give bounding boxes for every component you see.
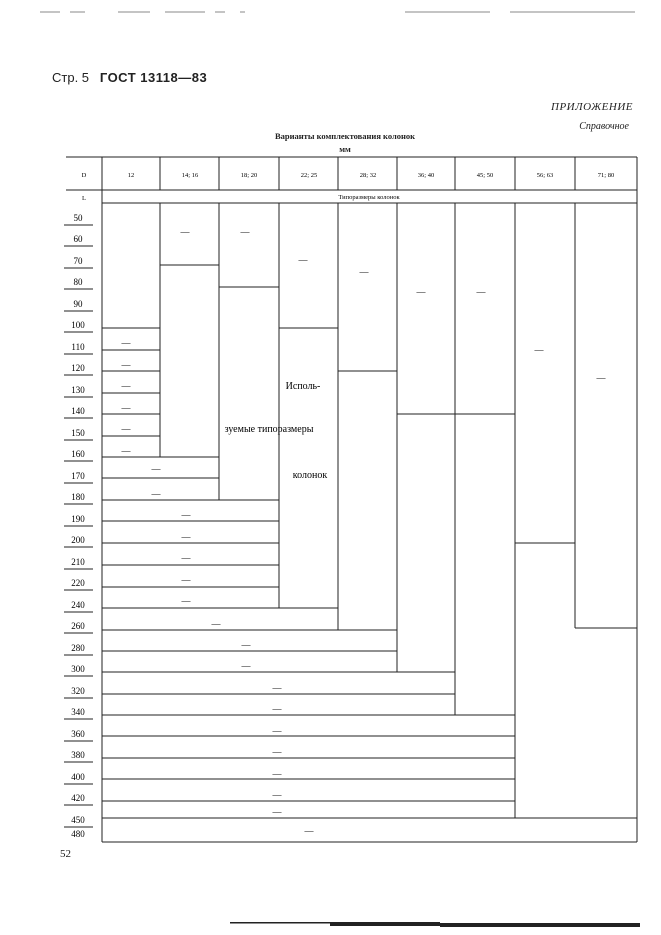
cell-dash: — <box>181 532 191 542</box>
page-label: Стр. 5 <box>52 70 90 85</box>
cell-dash: — <box>272 683 282 693</box>
row-label: 60 <box>73 234 83 244</box>
col-header-12: 12 <box>127 172 135 179</box>
cell-dash: — <box>272 807 282 817</box>
row-label: 170 <box>71 471 85 481</box>
cell-dash: — <box>298 255 308 265</box>
cell-dash: — <box>151 464 161 474</box>
row-label: 450 <box>71 815 85 825</box>
cell-dash: — <box>121 446 131 456</box>
d-header: D <box>81 172 87 179</box>
cell-dash: — <box>596 373 606 383</box>
page-number: 52 <box>60 848 71 860</box>
cell-dash: — <box>121 424 131 434</box>
row-label: 150 <box>71 428 85 438</box>
col-header-28-32: 28; 32 <box>359 172 377 179</box>
row-label: 320 <box>71 686 85 696</box>
row-label: 180 <box>71 492 85 502</box>
col-header-45-50: 45; 50 <box>476 172 494 179</box>
cell-dash: — <box>416 287 426 297</box>
cell-dash: — <box>359 267 369 277</box>
cell-dash: — <box>272 790 282 800</box>
cell-dash: — <box>476 287 486 297</box>
table-title-line1: Варианты комплектования колонок <box>274 131 416 141</box>
row-label: 90 <box>73 299 83 309</box>
row-label: 340 <box>71 707 85 717</box>
cell-dash: — <box>241 661 251 671</box>
cell-dash: — <box>272 726 282 736</box>
note-part1: Исполь- <box>285 381 321 392</box>
cell-dash: — <box>121 360 131 370</box>
col-header-18-20: 18; 20 <box>240 172 258 179</box>
row-label: 360 <box>71 729 85 739</box>
row-label: 380 <box>71 750 85 760</box>
cell-dash: — <box>240 227 250 237</box>
col-header-56-63: 56; 63 <box>536 172 554 179</box>
cell-dash: — <box>181 553 191 563</box>
col-header-36-40: 36; 40 <box>417 172 435 179</box>
cell-dash: — <box>181 510 191 520</box>
table-title-unit: мм <box>339 144 351 154</box>
cell-dash: — <box>304 826 314 836</box>
row-label: 300 <box>71 664 85 674</box>
row-label: 200 <box>71 535 85 545</box>
row-label: 70 <box>73 256 83 266</box>
cell-dash: — <box>121 381 131 391</box>
cell-dash: — <box>272 704 282 714</box>
row-label: 140 <box>71 406 85 416</box>
subheader: Типоразмеры колонок <box>338 194 400 201</box>
row-label: 240 <box>71 600 85 610</box>
row-label: 480 <box>71 829 85 839</box>
col-header-71-80: 71; 80 <box>597 172 615 179</box>
row-label: 110 <box>71 342 85 352</box>
cell-dash: — <box>272 769 282 779</box>
l-header: L <box>82 195 86 202</box>
cell-dash: — <box>241 640 251 650</box>
standard-number: ГОСТ 13118—83 <box>99 70 208 85</box>
row-label: 80 <box>73 277 83 287</box>
row-label: 160 <box>71 449 85 459</box>
col-header-14-16: 14; 16 <box>181 172 199 179</box>
cell-dash: — <box>534 345 544 355</box>
cell-dash: — <box>181 596 191 606</box>
cell-dash: — <box>121 403 131 413</box>
col-header-22-25: 22; 25 <box>300 172 318 179</box>
row-label: 100 <box>71 320 85 330</box>
note-part3: колонок <box>292 470 328 481</box>
row-label: 130 <box>71 385 85 395</box>
appendix-note: Справочное <box>579 121 629 132</box>
row-label: 420 <box>71 793 85 803</box>
cell-dash: — <box>181 575 191 585</box>
row-label: 120 <box>71 363 85 373</box>
row-label: 220 <box>71 578 85 588</box>
row-label: 280 <box>71 643 85 653</box>
row-label: 400 <box>71 772 85 782</box>
appendix-title: ПРИЛОЖЕНИЕ <box>551 101 633 113</box>
note-part2: зуемые типоразмеры <box>224 424 314 435</box>
cell-dash: — <box>211 619 221 629</box>
row-label: 260 <box>71 621 85 631</box>
cell-dash: — <box>180 227 190 237</box>
row-label: 50 <box>73 213 83 223</box>
cell-dash: — <box>121 338 131 348</box>
cell-dash: — <box>151 489 161 499</box>
cell-dash: — <box>272 747 282 757</box>
row-label: 210 <box>71 557 85 567</box>
row-label: 190 <box>71 514 85 524</box>
